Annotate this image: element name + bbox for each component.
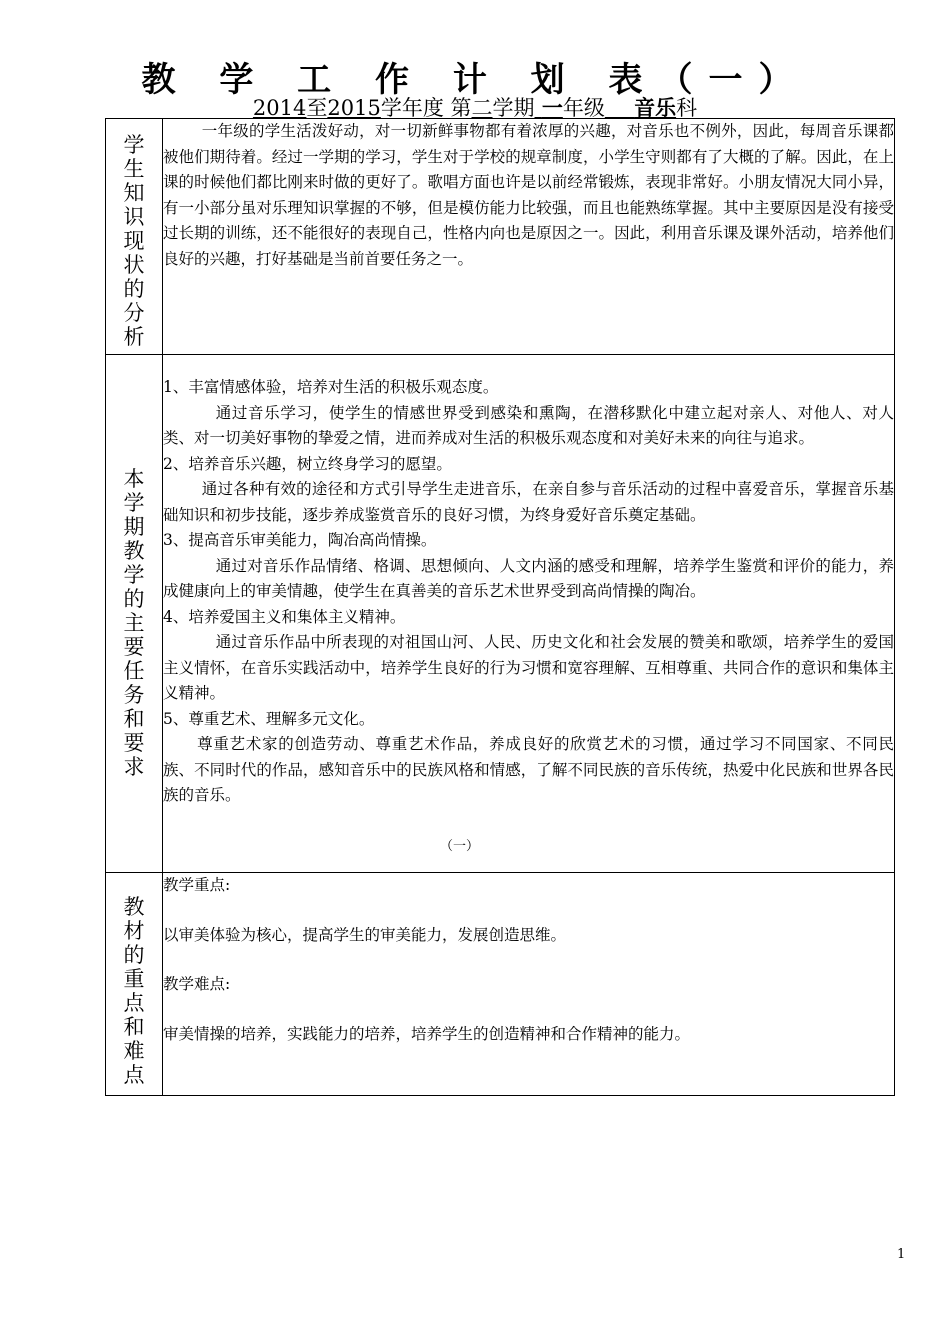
term-text: 学期 [492, 96, 535, 120]
table-row-tasks [106, 355, 895, 873]
section-label-tasks: 本 学 期 教 学 的 主 要 任 务 和 要 求 [123, 467, 145, 779]
overlay-section-mark: （一） [440, 839, 480, 854]
page-number: 1 [897, 1247, 906, 1262]
subject: 音乐 [634, 96, 677, 120]
task-heading-4: 4、培养爱国主义和集体主义精神。 [163, 607, 406, 626]
subject-suffix: 科 [676, 96, 698, 120]
table-row-keypoints [106, 873, 895, 1096]
term-number: 二 [471, 96, 493, 120]
tasks-content [163, 355, 895, 873]
task-text-1: 通过音乐学习，使学生的情感世界受到感染和熏陶，在潜移默化中建立起对亲人、对他人、对人类、对一切美好事物的挚爱之情，进而养成对生活的积极乐观态度和对美好未来的向往与追求。 [163, 403, 894, 447]
to-text: 至 [306, 96, 328, 120]
grade-text: 年级 [562, 96, 605, 120]
task-heading-3: 3、提高音乐审美能力，陶冶高尚情操。 [163, 531, 437, 549]
label-cell-tasks [106, 355, 163, 873]
year-end: 2015 [327, 96, 381, 120]
difficulties-text: 审美情操的培养，实践能力的培养，培养学生的创造精神和合作精神的能力。 [163, 1024, 691, 1043]
task-text-3: 通过对音乐作品情绪、格调、思想倾向、人文内涵的感受和理解，培养学生鉴赏和评价的能力，养成健康向上的审美情趣，使学生在真善美的音乐艺术世界受到高尚情操的陶冶。 [163, 556, 894, 600]
task-text-4: 通过音乐作品中所表现的对祖国山河、人民、历史文化和社会发展的赞美和歌颂，培养学生的爱国主义情怀，在音乐实践活动中，培养学生良好的行为习惯和宽容理解、互相尊重、共同合作的意识和集体主义精神。 [163, 633, 894, 702]
label-cell-keypoints [106, 873, 163, 1096]
school-year-text: 学年度 第 [380, 96, 472, 120]
section-label-keypoints: 教 材 的 重 点 和 难 点 [123, 895, 145, 1087]
year-start: 2014 [252, 96, 307, 120]
analysis-paragraph: 一年级的学生活泼好动，对一切新鲜事物都有着浓厚的兴趣，对音乐也不例外，因此，每周音乐课都被他们期待着。经过一学期的学习，学生对于学校的规章制度，小学生守则都有了大概的了解。因此，在上课的时候他们都比刚来时做的更好了。歌唱方面也许是以前经常锻炼，表现非常好。小朋友情况大同小异，有一小部分虽对乐理知识掌握的不够，但是模仿能力比较强，而且也能熟练掌握。其中主要原因是没有接受过长期的训练，还不能很好的表现自己，性格内向也是原因之一。因此，利用音乐课及课外活动，培养他们良好的兴趣，打好基础是当前首要任务之一。 [163, 122, 894, 268]
task-heading-1: 1、丰富情感体验，培养对生活的积极乐观态度。 [163, 378, 499, 396]
section-label-analysis: 学 生 知 识 现 状 的 分 析 [123, 133, 145, 349]
table-row-analysis [106, 119, 895, 355]
keypoints-content [163, 873, 895, 1096]
page-title: 教 学 工 作 计 划 表（一） [141, 60, 809, 100]
analysis-content [163, 119, 895, 355]
plan-table [105, 118, 895, 1096]
task-heading-5: 5、尊重艺术、理解多元文化。 [163, 709, 375, 728]
key-points-label: 教学重点: [163, 876, 231, 894]
label-cell-analysis [106, 119, 163, 355]
task-text-2: 通过各种有效的途径和方式引导学生走进音乐，在亲自参与音乐活动的过程中喜爱音乐，掌握音乐基础知识和初步技能，逐步养成鉴赏音乐的良好习惯，为终身爱好音乐奠定基础。 [163, 480, 894, 524]
grade-number: 一 [541, 96, 563, 120]
task-heading-2: 2、培养音乐兴趣，树立终身学习的愿望。 [163, 454, 452, 473]
task-text-5: 尊重艺术家的创造劳动、尊重艺术作品，养成良好的欣赏艺术的习惯，通过学习不同国家、不同民族、不同时代的作品，感知音乐中的民族风格和情感，了解不同民族的音乐传统，热爱中化民族和世界各民族的音乐。 [163, 735, 894, 804]
difficulties-label: 教学难点: [163, 975, 231, 993]
key-points-text: 以审美体验为核心，提高学生的审美能力，发展创造思维。 [163, 925, 567, 944]
